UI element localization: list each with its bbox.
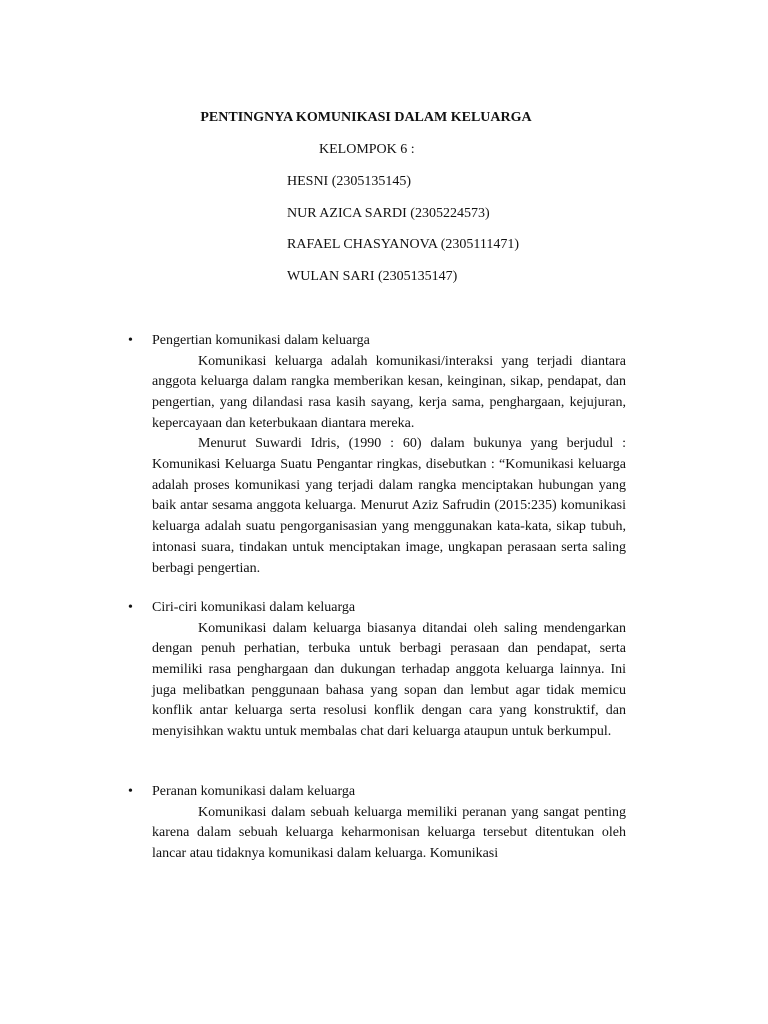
- bullet-icon: •: [128, 784, 133, 799]
- bullet-icon: •: [128, 600, 133, 615]
- section-pengertian: [128, 331, 626, 579]
- section-heading: Pengertian komunikasi dalam keluarga: [152, 333, 370, 348]
- member-name: HESNI (2305135145): [287, 174, 412, 189]
- section-peranan: [128, 782, 626, 865]
- bullet-icon: •: [128, 333, 133, 348]
- member-name: WULAN SARI (2305135147): [287, 269, 458, 284]
- member-name: RAFAEL CHASYANOVA (2305111471): [287, 237, 520, 252]
- body-paragraph: Komunikasi keluarga adalah komunikasi/interaksi yang terjadi diantara anggota keluarga dalam rangka memberikan kesan, keinginan, sikap, pendapat, dan pengertian, yang dilandasi rasa kasih sayang, kerja sama, penghargaan, kejujuran, kepercayaan dan keterbukaan diantara mereka.: [152, 353, 626, 431]
- body-paragraph: Komunikasi dalam sebuah keluarga memiliki peranan yang sangat penting karena dalam sebuah keluarga keharmonisan keluarga tersebut ditentukan oleh lancar atau tidaknya komunikasi dalam keluarga. Komunikasi: [152, 804, 626, 861]
- section-heading: Ciri-ciri komunikasi dalam keluarga: [152, 600, 356, 615]
- member-name: NUR AZICA SARDI (2305224573): [287, 206, 490, 221]
- section-ciri-ciri: [128, 598, 626, 743]
- body-paragraph: Menurut Suwardi Idris, (1990 : 60) dalam bukunya yang berjudul : Komunikasi Keluarga Suatu Pengantar ringkas, disebutkan : “Komunikasi keluarga adalah proses komunikasi yang terjadi dalam rangka menciptakan hubungan yang baik antar sesama anggota keluarga. Menurut Aziz Safrudin (2015:235) komunikasi keluarga adalah suatu pengorganisasian yang menggunakan kata-kata, sikap tubuh, intonasi suara, tindakan untuk menciptakan image, ungkapan perasaan serta saling berbagi pengertian.: [152, 436, 626, 576]
- body-paragraph: Komunikasi dalam keluarga biasanya ditandai oleh saling mendengarkan dengan penuh perhatian, terbuka untuk berbagi perasaan dan pendapat, serta memiliki rasa penghargaan dan dukungan terhadap anggota keluarga lainnya. Ini juga melibatkan penggunaan bahasa yang sopan dan lembut agar tidak memicu konflik antar keluarga serta resolusi konflik dengan cara yang konstruktif, dan menyisihkan waktu untuk membalas chat dari keluarga ataupun untuk berkumpul.: [152, 620, 626, 740]
- document-title: PENTINGNYA KOMUNIKASI DALAM KELUARGA: [200, 110, 532, 125]
- group-label: KELOMPOK 6 :: [319, 142, 415, 157]
- section-heading: Peranan komunikasi dalam keluarga: [152, 784, 356, 799]
